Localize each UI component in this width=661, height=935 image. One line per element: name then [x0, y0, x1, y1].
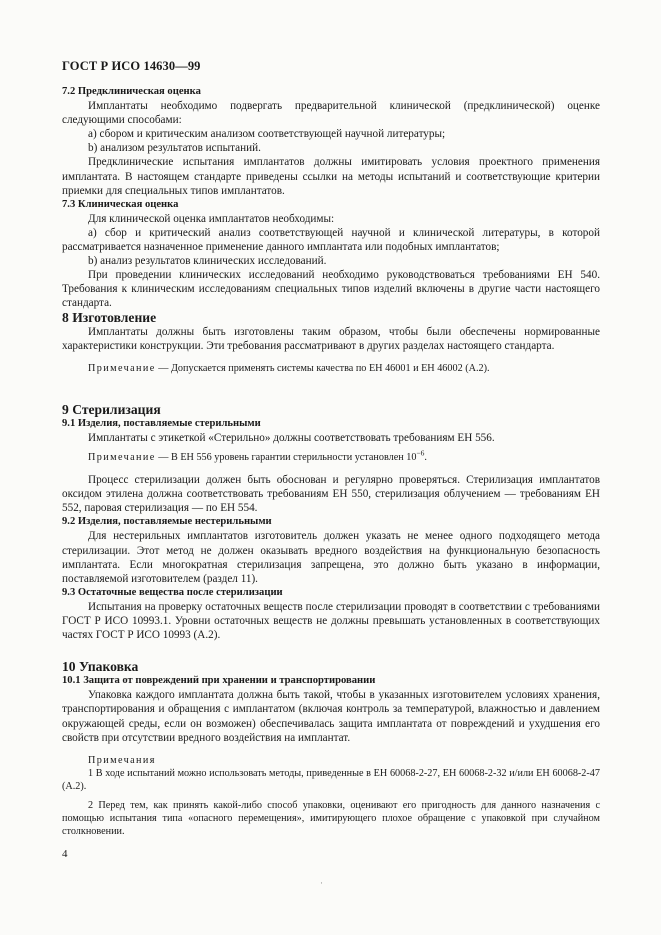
- section-7-2-item-a: а) сбором и критическим анализом соответствующей научной литературы;: [88, 128, 446, 141]
- section-10-1-note-2: 2 Перед тем, как принять какой-либо способ упаковки, оценивают его пригодность для данного назначения с помощью испытания типа «опасного перемещения», имитирующего плохое обращение с упаковкой при случайном столкновении.: [62, 799, 600, 837]
- page-number: 4: [62, 848, 68, 860]
- section-8-paragraph-1: Имплантаты должны быть изготовлены таким образом, чтобы были обеспечены нормированные характеристики конструкции. Эти требования рассматривают в других разделах настоящего стандарта.: [62, 325, 600, 352]
- section-10-1-notes-label: Примечания: [88, 754, 156, 766]
- note-text: — Допускается применять системы качества по ЕН 46001 и ЕН 46002 (А.2).: [155, 362, 490, 374]
- note-label: Примечание: [88, 362, 156, 374]
- section-7-3-title: 7.3 Клиническая оценка: [62, 198, 179, 210]
- section-7-2-paragraph-1: Имплантаты необходимо подвергать предварительной клинической (предклинической) оценке следующими способами:: [62, 100, 600, 127]
- section-7-3-paragraph-1: Для клинической оценка имплантатов необходимы:: [88, 212, 335, 225]
- scan-artifact-dot: ·: [320, 878, 323, 888]
- section-7-3-item-a: а) сбор и критический анализ соответствующей научной и клинической литературы, в которой рассматривается назначенное применение данного имплантата или подобных имплантатов;: [62, 226, 600, 254]
- note-label: Примечание: [88, 452, 156, 464]
- document-body: [62, 85, 600, 838]
- section-7-2-paragraph-2: Предклинические испытания имплантатов должны имитировать условия проектного применения имплантата. В настоящем стандарте приведены ссылки на методы испытаний и соответствующие критерии приемки для специальных типов имплантатов.: [62, 156, 600, 197]
- note-end: .: [424, 452, 427, 464]
- section-10-title: 10 Упаковка: [62, 659, 139, 675]
- note-exponent: −6: [416, 448, 425, 458]
- section-10-1-title: 10.1 Защита от повреждений при хранении и транспортировании: [62, 675, 376, 687]
- section-7-3-item-b: b) анализ результатов клинических исследований.: [88, 255, 327, 268]
- section-9-2-paragraph-1: Для нестерильных имплантатов изготовитель должен указать не менее одного подходящего метода стерилизации. Этот метод не должен оказывать вредного воздействия на функциональную безопасность имплантата. Если многократная стерилизация запрещена, это должно быть указано в информации, поставляемой изготовителем (раздел 11).: [62, 530, 600, 585]
- section-9-1-paragraph-2: Процесс стерилизации должен быть обоснован и регулярно проверяться. Стерилизация имплантатов оксидом этилена должна соответствовать требованиям ЕН 550, стерилизация облучением — требованиям ЕН 552, паровая стерилизация — по ЕН 554.: [62, 474, 600, 515]
- section-9-3-title: 9.3 Остаточные вещества после стерилизации: [62, 586, 283, 598]
- document-header: ГОСТ Р ИСО 14630—99: [62, 59, 201, 73]
- section-10-1-paragraph-1: Упаковка каждого имплантата должна быть такой, чтобы в указанных изготовителем условиях хранения, транспортирования и обращения с имплантатом (включая контроль за температурой, влажностью и давлением окружающей среды, если он возможен) обеспечивалась защита имплантата от повреждений и ухудшения его свойств при отсутствии вредного воздействия на имплантат.: [62, 689, 600, 744]
- section-9-1-title: 9.1 Изделия, поставляемые стерильными: [62, 417, 261, 429]
- section-9-1-paragraph-1: Имплантаты с этикеткой «Стерильно» должны соответствовать требованиям ЕН 556.: [88, 431, 495, 444]
- section-7-2-item-b: b) анализом результатов испытаний.: [88, 142, 261, 155]
- section-10-1-note-1: 1 В ходе испытаний можно использовать методы, приведенные в ЕН 60068-2-27, ЕН 60068-2-32 и/или ЕН 60068-2-47 (А.2).: [62, 767, 600, 792]
- section-8-title: 8 Изготовление: [62, 309, 157, 325]
- section-7-3-paragraph-2: При проведении клинических исследований необходимо руководствоваться требованиями ЕН 540. Требования к клиническим исследованиям специальных типов изделий включены в другие части настоящего стандарта.: [62, 269, 600, 310]
- section-9-2-title: 9.2 Изделия, поставляемые нестерильными: [62, 516, 272, 528]
- section-8-note: [62, 362, 600, 375]
- section-7-2-title: 7.2 Предклиническая оценка: [62, 86, 201, 97]
- note-text: — В ЕН 556 уровень гарантии стерильности установлен 10: [155, 452, 417, 464]
- section-9-title: 9 Стерилизация: [62, 401, 161, 417]
- section-9-1-note: [62, 448, 600, 464]
- section-9-3-paragraph-1: Испытания на проверку остаточных веществ после стерилизации проводят в соответствии с требованиями ГОСТ Р ИСО 10993.1. Уровни остаточных веществ не должны превышать установленных в соответствующих частях ГОСТ Р ИСО 10993 (А.2).: [62, 600, 600, 642]
